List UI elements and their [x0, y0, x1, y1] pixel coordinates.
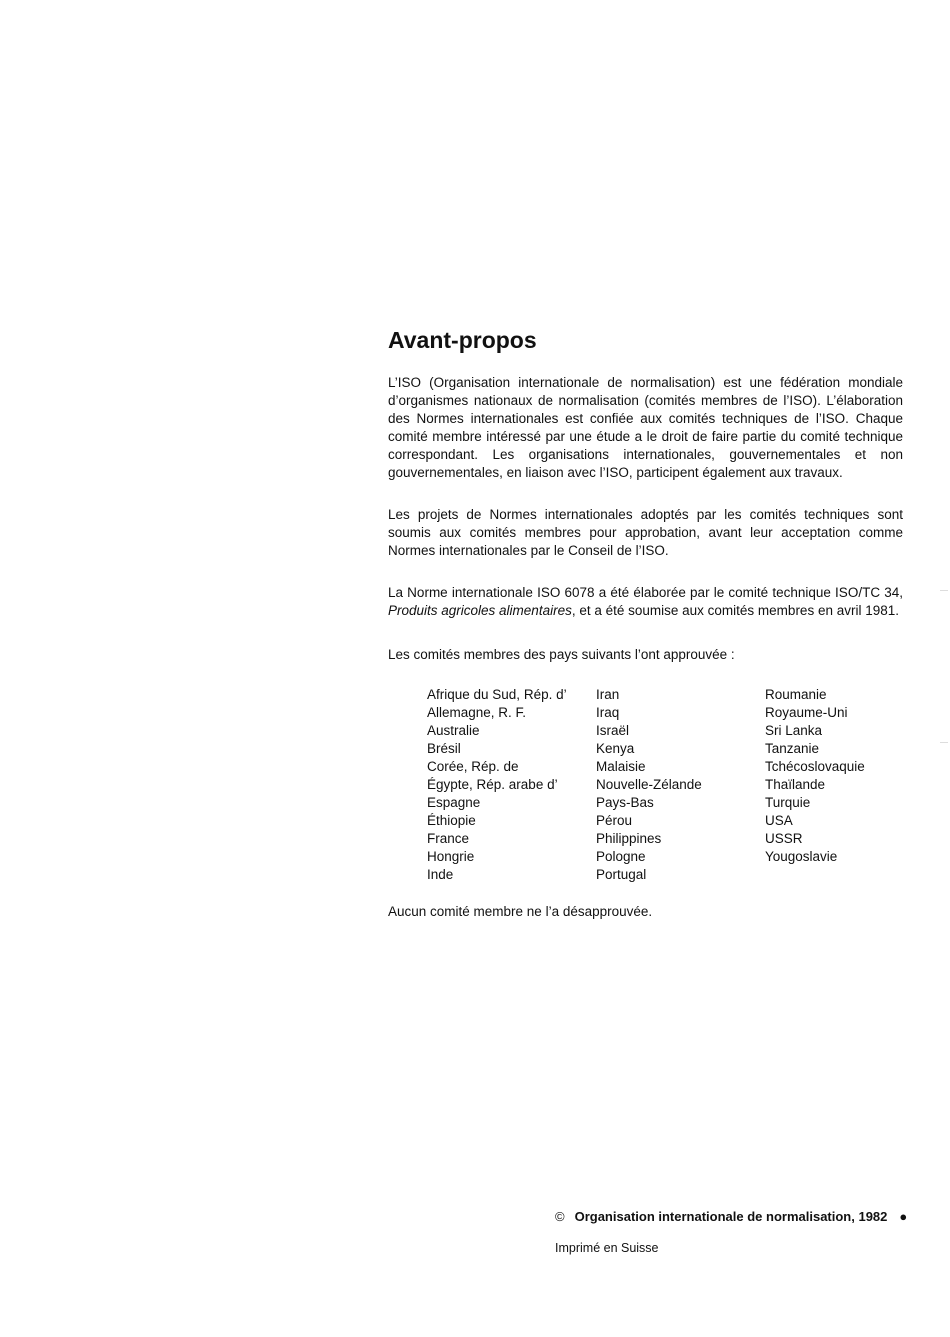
country-item: Éthiopie	[427, 813, 476, 828]
country-item: Pays-Bas	[596, 795, 654, 810]
country-item: Australie	[427, 723, 480, 738]
country-column-3	[765, 686, 865, 866]
country-item: Égypte, Rép. arabe d’	[427, 777, 558, 792]
country-item: Tchécoslovaquie	[765, 759, 865, 774]
committee-name: Produits agricoles alimentaires	[388, 603, 572, 618]
country-item: Iran	[596, 687, 620, 702]
country-column-2	[596, 686, 702, 884]
country-item: Malaisie	[596, 759, 646, 774]
page-title: Avant-propos	[388, 327, 537, 353]
country-item: Kenya	[596, 741, 635, 756]
country-item: Nouvelle-Zélande	[596, 777, 702, 792]
approval-paragraph: Les projets de Normes internationales adoptés par les comités techniques sont soumis aux comités membres pour approbation, avant leur acceptation comme Normes internationales par le Conseil de l’ISO.	[388, 507, 903, 558]
country-item: Sri Lanka	[765, 723, 823, 738]
country-item: Yougoslavie	[765, 849, 838, 864]
country-item: Turquie	[765, 795, 811, 810]
scan-edge-mark	[940, 590, 948, 591]
country-item: Pérou	[596, 813, 633, 828]
country-item: Inde	[427, 867, 454, 882]
country-item: France	[427, 831, 470, 846]
scan-edge-mark	[940, 742, 948, 743]
country-item: Espagne	[427, 795, 481, 810]
country-list	[427, 686, 903, 896]
standard-paragraph-tail: , et a été soumise aux comités membres en avril 1981.	[571, 603, 899, 618]
country-item: USSR	[765, 831, 803, 846]
country-item: Israël	[596, 723, 630, 738]
copyright-icon: ©	[555, 1209, 565, 1224]
country-item: Thaïlande	[765, 777, 826, 792]
standard-paragraph	[388, 584, 903, 620]
approving-members-intro: Les comités membres des pays suivants l’ont approuvée :	[388, 647, 735, 662]
country-item: Hongrie	[427, 849, 475, 864]
copyright-line	[555, 1209, 907, 1224]
country-item: Allemagne, R. F.	[427, 705, 527, 720]
intro-paragraph: L’ISO (Organisation internationale de normalisation) est une fédération mondiale d’organismes nationaux de normalisation (comités membres de l’ISO). L’élaboration des Normes internationales est confiée aux comités techniques de l’ISO. Chaque comité membre intéressé par une étude a le droit de faire partie du comité technique correspondant. Les organisations internationales, gouvernementales et non gouvernementales, en liaison avec l’ISO, participent également aux travaux.	[388, 375, 903, 480]
country-item: Brésil	[427, 741, 461, 756]
standard-paragraph-text: La Norme internationale ISO 6078 a été élaborée par le comité technique ISO/TC 34,	[388, 585, 903, 600]
foreword-section	[388, 327, 903, 921]
country-item: Royaume-Uni	[765, 705, 848, 720]
country-item: Afrique du Sud, Rép. d’	[427, 687, 567, 702]
country-column-1	[427, 686, 567, 884]
closing-statement: Aucun comité membre ne l’a désapprouvée.	[388, 904, 653, 919]
country-item: Iraq	[596, 705, 620, 720]
copyright-text: Organisation internationale de normalisation, 1982	[574, 1209, 888, 1224]
country-item: Philippines	[596, 831, 662, 846]
country-item: Portugal	[596, 867, 647, 882]
country-item: Corée, Rép. de	[427, 759, 519, 774]
printed-in: Imprimé en Suisse	[555, 1241, 659, 1255]
country-item: Roumanie	[765, 687, 827, 702]
bullet-icon: ●	[899, 1209, 908, 1224]
country-item: Tanzanie	[765, 741, 820, 756]
country-item: Pologne	[596, 849, 646, 864]
country-item: USA	[765, 813, 793, 828]
